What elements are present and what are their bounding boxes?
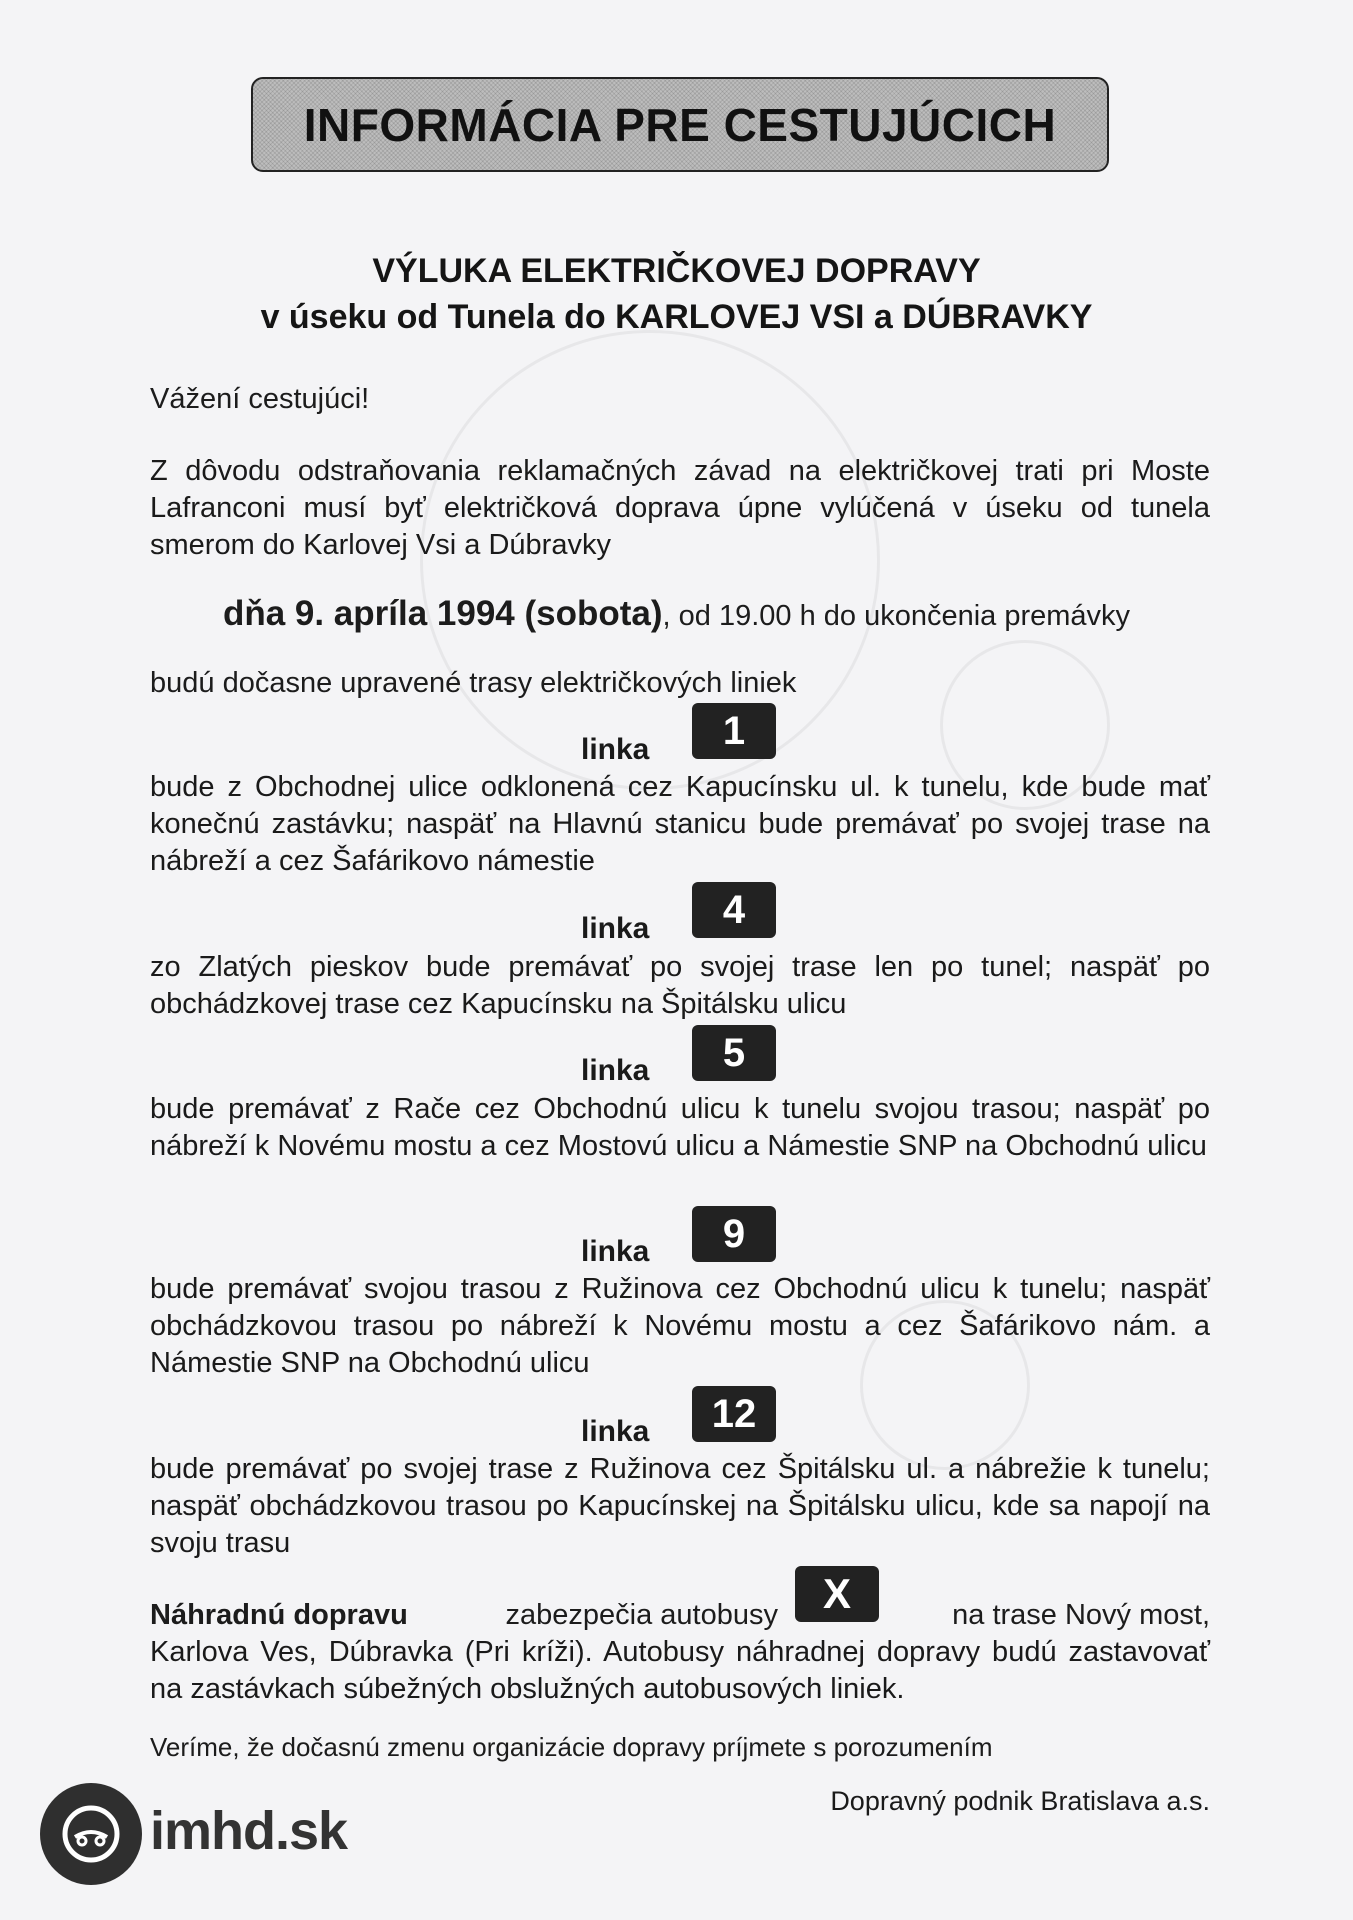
line-description-4: zo Zlatých pieskov bude premávať po svojej trase len po tunel; naspäť po obchádzkovej trase cez Kapucínsku na Špitálsku ulicu xyxy=(150,951,1210,1020)
line-description-5: bude premávať z Rače cez Obchodnú ulicu k tunelu svojou trasou; naspäť po nábreží k Novému mostu a cez Mostovú ulicu a Námestie SNP na Obchodnú ulicu xyxy=(150,1093,1210,1162)
replacement-lead xyxy=(150,1597,778,1634)
replacement-bold: Náhradnú dopravu xyxy=(150,1599,408,1631)
date-rest: , od 19.00 h do ukončenia premávky xyxy=(662,600,1131,632)
linka-label-12: linka xyxy=(581,1415,650,1448)
linka-label-9: linka xyxy=(581,1235,650,1268)
line-description-1: bude z Obchodnej ulice odklonená cez Kapucínsku ul. k tunelu, kde bude mať konečnú zastávku; naspäť na Hlavnú stanicu bude premávať po svojej trase na nábreží a cez Šafárikovo námestie xyxy=(150,771,1210,877)
linka-label-5: linka xyxy=(581,1054,650,1087)
date-bold: dňa 9. apríla 1994 (sobota) xyxy=(222,594,663,633)
line-badge-12: 12 xyxy=(692,1386,776,1442)
line-badge-5: 5 xyxy=(692,1025,776,1081)
closing-line: Veríme, že dočasnú zmenu organizácie dopravy príjmete s porozumením xyxy=(150,1732,993,1762)
header-title: INFORMÁCIA PRE CESTUJÚCICH xyxy=(303,98,1057,151)
line-description-9: bude premávať svojou trasou z Ružinova cez Obchodnú ulicu k tunelu; naspäť obchádzkovou trasou po nábreží k Novému mostu a cez Šafárikovo nám. a Námestie SNP na Obchodnú ulicu xyxy=(150,1273,1210,1379)
heading-line-2: v úseku od Tunela do KARLOVEJ VSI a DÚBRAVKY xyxy=(260,298,1093,336)
greeting: Vážení cestujúci! xyxy=(150,383,370,415)
header-banner xyxy=(251,77,1109,172)
bus-badge: X xyxy=(795,1566,879,1622)
replacement-rest: Karlova Ves, Dúbravka (Pri kríži). Autobusy náhradnej dopravy budú zastavovať na zastávkach súbežných obslužných autobusových liniek. xyxy=(150,1636,1210,1705)
line-description-12: bude premávať po svojej trase z Ružinova cez Špitálsku ul. a nábrežie k tunelu; naspäť obchádzkovou trasou po Kapucínskej na Špitálsku ulicu, kde sa napojí na svoju trasu xyxy=(150,1453,1210,1559)
signature: Dopravný podnik Bratislava a.s. xyxy=(830,1786,1210,1816)
line-badge-9: 9 xyxy=(692,1206,776,1262)
imhd-logo-icon xyxy=(40,1783,142,1885)
linka-label-4: linka xyxy=(581,912,650,945)
intro-paragraph: Z dôvodu odstraňovania reklamačných závad na električkovej trati pri Moste Lafranconi musí byť električková doprava úpne vylúčená v úseku od tunela smerom do Karlovej Vsi a Dúbravky xyxy=(150,455,1210,561)
linka-label-1: linka xyxy=(581,733,650,766)
replacement-part1: zabezpečia autobusy xyxy=(505,1599,778,1631)
watermark-text: imhd.sk xyxy=(150,1801,348,1861)
routes-intro: budú dočasne upravené trasy električkových liniek xyxy=(150,667,797,699)
heading-line-1: VÝLUKA ELEKTRIČKOVEJ DOPRAVY xyxy=(372,252,981,290)
line-badge-4: 4 xyxy=(692,882,776,938)
line-badge-1: 1 xyxy=(692,703,776,759)
date-line xyxy=(0,594,1353,634)
replacement-part2: na trase Nový most, xyxy=(952,1599,1210,1631)
